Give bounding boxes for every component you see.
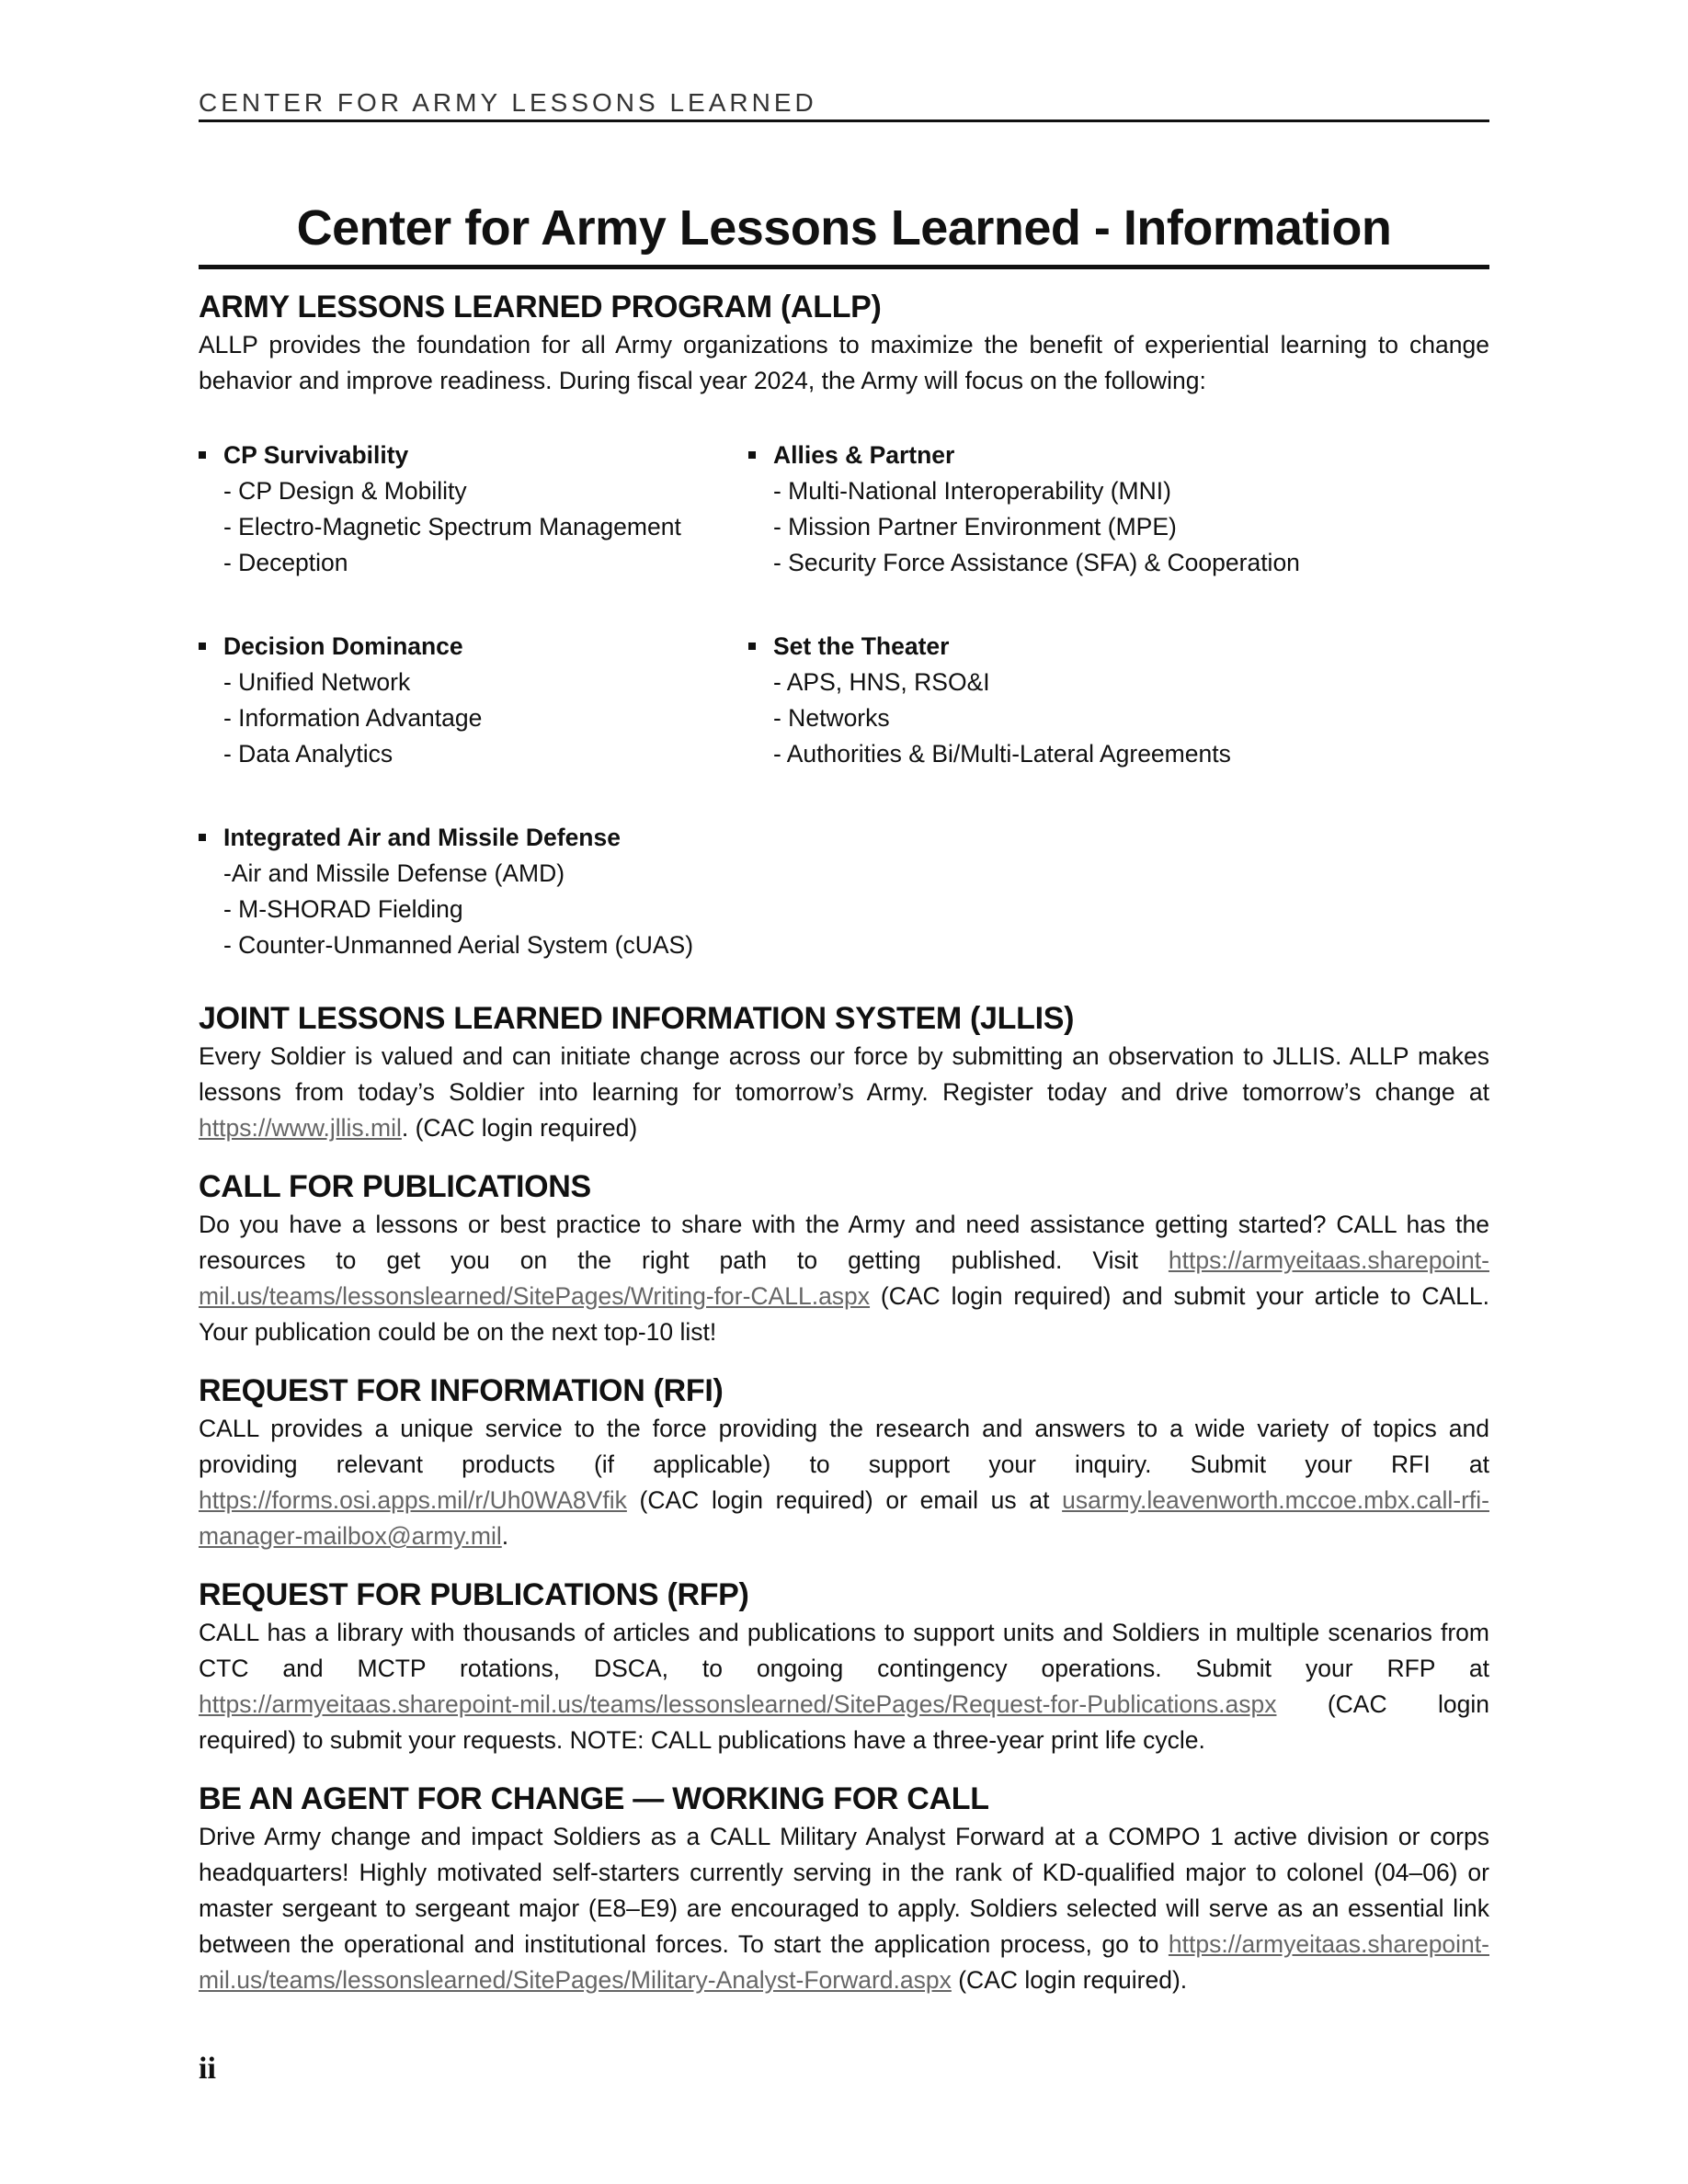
focus-group-title: Integrated Air and Missile Defense	[223, 824, 621, 851]
section-body: Every Soldier is valued and can initiate change across our force by submitting an observation to JLLIS. ALLP makes lessons from today’s Soldier into learning for tomorrow’s Army. Register today and drive tomorrow’s change at https://www.jllis.mil. (CAC login required)	[199, 1042, 1489, 1142]
section-rfi	[199, 1371, 1489, 1554]
page-number: ii	[199, 2052, 216, 2086]
focus-item: - Mission Partner Environment (MPE)	[773, 513, 1177, 540]
section-body: Do you have a lessons or best practice to share with the Army and need assistance getting started? CALL has the resources to get you on the right path to getting published. Visit https://armyeitaas.sharepoint-mil.us/teams/lessonslearned/SitePages/Writing-for-CALL.aspx (CAC login required) and submit your article to CALL. Your publication could be on the next top-10 list!	[199, 1211, 1489, 1346]
section-allp	[199, 287, 1489, 978]
focus-group-title: Set the Theater	[773, 632, 950, 660]
section-agent-for-change	[199, 1779, 1489, 1998]
running-head: CENTER FOR ARMY LESSONS LEARNED	[199, 88, 1489, 122]
section-heading: JOINT LESSONS LEARNED INFORMATION SYSTEM (JLLIS)	[199, 1001, 1075, 1036]
section-heading: CALL FOR PUBLICATIONS	[199, 1169, 591, 1204]
page-title: Center for Army Lessons Learned - Information	[199, 195, 1489, 269]
bullet-icon	[199, 643, 206, 650]
focus-item: - Networks	[773, 704, 890, 732]
focus-item: - CP Design & Mobility	[223, 477, 467, 505]
focus-column-right	[748, 438, 1489, 978]
writing-for-call-link[interactable]: https://armyeitaas.sharepoint-mil.us/teams/lessonslearned/SitePages/Writing-for-CALL.aspx	[199, 1246, 1489, 1310]
section-jllis	[199, 998, 1489, 1146]
focus-item: - Security Force Assistance (SFA) & Cooperation	[773, 549, 1300, 576]
section-body: ALLP provides the foundation for all Army organizations to maximize the benefit of experiential learning to change behavior and improve readiness. During fiscal year 2024, the Army will focus on the following:	[199, 331, 1489, 394]
section-heading: BE AN AGENT FOR CHANGE — WORKING FOR CALL	[199, 1781, 989, 1816]
focus-item: - Multi-National Interoperability (MNI)	[773, 477, 1171, 505]
focus-group	[748, 438, 1489, 581]
section-rfp	[199, 1575, 1489, 1758]
focus-item: -Air and Missile Defense (AMD)	[223, 859, 565, 887]
bullet-icon	[199, 834, 206, 841]
focus-item: - M-SHORAD Fielding	[223, 895, 463, 923]
focus-item: - Information Advantage	[223, 704, 483, 732]
focus-item: - APS, HNS, RSO&I	[773, 668, 990, 696]
focus-areas	[199, 438, 1489, 978]
rfp-link[interactable]: https://armyeitaas.sharepoint-mil.us/teams/lessonslearned/SitePages/Request-for-Publications.aspx	[199, 1690, 1277, 1718]
section-publications	[199, 1166, 1489, 1350]
focus-group-title: Decision Dominance	[223, 632, 463, 660]
focus-item: - Deception	[223, 549, 348, 576]
focus-item: - Data Analytics	[223, 740, 393, 768]
focus-item: - Electro-Magnetic Spectrum Management	[223, 513, 681, 540]
focus-group-title: Allies & Partner	[773, 441, 955, 469]
focus-item: - Authorities & Bi/Multi-Lateral Agreements	[773, 740, 1231, 768]
focus-item: - Unified Network	[223, 668, 411, 696]
bullet-icon	[748, 451, 756, 459]
section-heading: ARMY LESSONS LEARNED PROGRAM (ALLP)	[199, 290, 882, 324]
section-body: CALL has a library with thousands of articles and publications to support units and Soldiers in multiple scenarios from CTC and MCTP rotations, DSCA, to ongoing contingency operations. Submit your RFP at https://armyeitaas.sharepoint-mil.us/teams/lessonslearned/SitePages/Request-for-Publications.aspx (CAC login required) to submit your requests. NOTE: CALL publications have a three-year print life cycle.	[199, 1619, 1489, 1754]
focus-group	[748, 629, 1489, 772]
focus-group	[199, 820, 748, 963]
bullet-icon	[199, 451, 206, 459]
section-body: CALL provides a unique service to the force providing the research and answers to a wide variety of topics and providing relevant products (if applicable) to support your inquiry. Submit your RFI at https://forms.osi.apps.mil/r/Uh0WA8Vfik (CAC login required) or email us at usarmy.leavenworth.mccoe.mbx.call-rfi-manager-mailbox@army.mil.	[199, 1415, 1489, 1550]
focus-group	[199, 629, 748, 772]
rfi-form-link[interactable]: https://forms.osi.apps.mil/r/Uh0WA8Vfik	[199, 1486, 627, 1514]
rfi-email-link[interactable]: usarmy.leavenworth.mccoe.mbx.call-rfi-manager-mailbox@army.mil	[199, 1486, 1489, 1550]
content	[199, 287, 1489, 2019]
focus-column-left	[199, 438, 748, 978]
focus-group-title: CP Survivability	[223, 441, 409, 469]
jllis-link[interactable]: https://www.jllis.mil	[199, 1114, 402, 1142]
bullet-icon	[748, 643, 756, 650]
military-analyst-forward-link[interactable]: https://armyeitaas.sharepoint-mil.us/teams/lessonslearned/SitePages/Military-Analyst-Forward.aspx	[199, 1930, 1489, 1994]
focus-item: - Counter-Unmanned Aerial System (cUAS)	[223, 931, 694, 959]
section-heading: REQUEST FOR INFORMATION (RFI)	[199, 1373, 724, 1408]
section-body: Drive Army change and impact Soldiers as a CALL Military Analyst Forward at a COMPO 1 active division or corps headquarters! Highly motivated self-starters currently serving in the rank of KD-qualified major to colonel (04–06) or master sergeant to sergeant major (E8–E9) are encouraged to apply. Soldiers selected will serve as an essential link between the operational and institutional forces. To start the application process, go to https://armyeitaas.sharepoint-mil.us/teams/lessonslearned/SitePages/Military-Analyst-Forward.aspx (CAC login required).	[199, 1823, 1489, 1994]
section-heading: REQUEST FOR PUBLICATIONS (RFP)	[199, 1577, 749, 1612]
focus-group	[199, 438, 748, 581]
